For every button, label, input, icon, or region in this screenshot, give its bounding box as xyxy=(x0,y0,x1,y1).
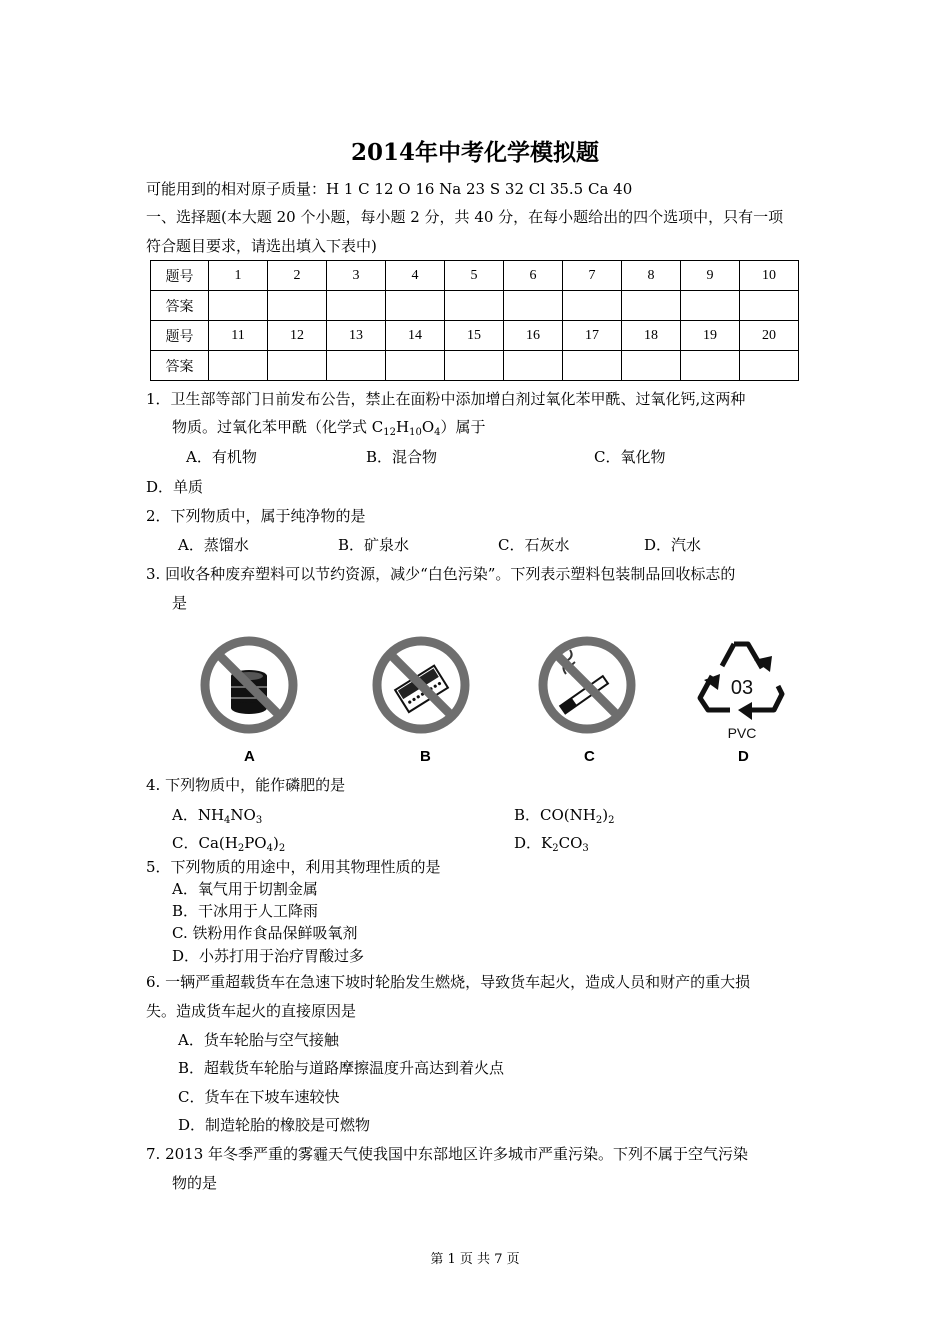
q6-option-d[interactable]: D．制造轮胎的橡胶是可燃物 xyxy=(178,1116,371,1134)
q6-option-b[interactable]: B．超载货车轮胎与道路摩擦温度升高达到着火点 xyxy=(178,1059,505,1077)
table-cell: 8 xyxy=(622,261,681,291)
q7-stem-line2: 物的是 xyxy=(172,1174,218,1192)
table-cell: 15 xyxy=(445,321,504,351)
table-label: 题号 xyxy=(151,261,209,291)
table-cell: 12 xyxy=(268,321,327,351)
q5-option-d[interactable]: D．小苏打用于治疗胃酸过多 xyxy=(172,947,365,965)
q1-option-a[interactable]: A．有机物 xyxy=(186,448,257,466)
answer-cell[interactable] xyxy=(563,351,622,381)
answer-cell[interactable] xyxy=(563,291,622,321)
q5-option-c[interactable]: C. 铁粉用作食品保鲜吸氧剂 xyxy=(172,924,358,942)
q1-option-d[interactable]: D．单质 xyxy=(146,478,204,496)
table-cell: 1 xyxy=(209,261,268,291)
q2-option-d[interactable]: D．汽水 xyxy=(644,536,702,554)
table-row xyxy=(151,351,799,381)
q4-option-d[interactable]: D．$K_2CO_3$ xyxy=(514,834,589,854)
q1-stem-line2: 物质。过氧化苯甲酰（化学式 $C_{12}H_{10}O_4$）属于 xyxy=(172,418,486,438)
table-cell: 2 xyxy=(268,261,327,291)
table-label: 答案 xyxy=(151,291,209,321)
section-heading-line1: 一、选择题(本大题 20 个小题，每小题 2 分，共 40 分，在每小题给出的四个选项中，只有一项 xyxy=(146,208,784,226)
answer-cell[interactable] xyxy=(445,351,504,381)
q5-stem: 5．下列物质的用途中，利用其物理性质的是 xyxy=(146,858,441,876)
table-cell: 7 xyxy=(563,261,622,291)
answer-cell[interactable] xyxy=(209,351,268,381)
table-cell: 10 xyxy=(740,261,799,291)
q6-option-a[interactable]: A．货车轮胎与空气接触 xyxy=(178,1031,339,1049)
q6-stem-line1: 6. 一辆严重超载货车在急速下坡时轮胎发生燃烧，导致货车起火，造成人员和财产的重大损 xyxy=(146,973,751,991)
page-title: 2014年中考化学模拟题 xyxy=(350,139,599,166)
answer-cell[interactable] xyxy=(681,351,740,381)
table-cell: 6 xyxy=(504,261,563,291)
table-cell: 11 xyxy=(209,321,268,351)
answer-cell[interactable] xyxy=(740,351,799,381)
q3-label-d: D xyxy=(738,748,749,765)
table-row xyxy=(151,321,799,351)
recycle-name: PVC xyxy=(727,725,757,741)
pvc-recycle-icon[interactable] xyxy=(690,630,794,746)
q3-stem-line2: 是 xyxy=(172,594,188,612)
answer-cell[interactable] xyxy=(209,291,268,321)
table-label: 题号 xyxy=(151,321,209,351)
table-cell: 13 xyxy=(327,321,386,351)
q2-stem: 2．下列物质中，属于纯净物的是 xyxy=(146,507,366,525)
answer-cell[interactable] xyxy=(327,291,386,321)
atomic-masses: 可能用到的相对原子质量：H 1 C 12 O 16 Na 23 S 32 Cl 35.5 Ca 40 xyxy=(146,180,633,198)
no-matches-icon[interactable] xyxy=(370,634,472,736)
no-smoking-icon[interactable] xyxy=(536,634,638,736)
q3-label-a: A xyxy=(244,748,255,765)
page-footer: 第 1 页 共 7 页 xyxy=(430,1252,520,1267)
answer-table xyxy=(150,260,799,381)
table-cell: 20 xyxy=(740,321,799,351)
q1-option-b[interactable]: B．混合物 xyxy=(366,448,438,466)
answer-cell[interactable] xyxy=(268,291,327,321)
table-label: 答案 xyxy=(151,351,209,381)
answer-cell[interactable] xyxy=(740,291,799,321)
q1-stem-line1: 1．卫生部等部门日前发布公告，禁止在面粉中添加增白剂过氧化苯甲酰、过氧化钙,这两种 xyxy=(146,390,746,408)
q5-option-a[interactable]: A．氧气用于切割金属 xyxy=(172,880,318,898)
q3-label-c: C xyxy=(584,748,595,765)
q6-option-c[interactable]: C．货车在下坡车速较快 xyxy=(178,1088,340,1106)
q4-option-c[interactable]: C．$Ca(H_2PO_4)_2$ xyxy=(172,834,286,854)
q7-stem-line1: 7. 2013 年冬季严重的雾霾天气使我国中东部地区许多城市严重污染。下列不属于空气污染 xyxy=(146,1145,749,1163)
table-cell: 3 xyxy=(327,261,386,291)
table-cell: 19 xyxy=(681,321,740,351)
table-row xyxy=(151,261,799,291)
q2-option-a[interactable]: A．蒸馏水 xyxy=(178,536,249,554)
q4-stem: 4. 下列物质中，能作磷肥的是 xyxy=(146,776,346,794)
recycle-code: 03 xyxy=(730,677,754,699)
table-cell: 14 xyxy=(386,321,445,351)
answer-cell[interactable] xyxy=(386,291,445,321)
answer-cell[interactable] xyxy=(504,351,563,381)
q5-option-b[interactable]: B．干冰用于人工降雨 xyxy=(172,902,319,920)
section-heading-line2: 符合题目要求，请选出填入下表中) xyxy=(146,237,377,255)
q6-stem-line2: 失。造成货车起火的直接原因是 xyxy=(146,1002,357,1020)
answer-cell[interactable] xyxy=(327,351,386,381)
q2-option-c[interactable]: C．石灰水 xyxy=(498,536,570,554)
q2-option-b[interactable]: B．矿泉水 xyxy=(338,536,410,554)
table-row xyxy=(151,291,799,321)
answer-cell[interactable] xyxy=(268,351,327,381)
table-cell: 4 xyxy=(386,261,445,291)
answer-cell[interactable] xyxy=(622,351,681,381)
q1-option-c[interactable]: C．氧化物 xyxy=(594,448,666,466)
q3-stem-line1: 3. 回收各种废弃塑料可以节约资源，减少“白色污染”。下列表示塑料包装制品回收标志的 xyxy=(146,565,736,583)
no-oil-drum-icon[interactable] xyxy=(198,634,300,736)
q4-option-b[interactable]: B．$CO(NH_2)_2$ xyxy=(514,806,615,826)
table-cell: 17 xyxy=(563,321,622,351)
table-cell: 18 xyxy=(622,321,681,351)
table-cell: 5 xyxy=(445,261,504,291)
q3-label-b: B xyxy=(420,748,431,765)
answer-cell[interactable] xyxy=(622,291,681,321)
table-cell: 9 xyxy=(681,261,740,291)
answer-cell[interactable] xyxy=(504,291,563,321)
table-cell: 16 xyxy=(504,321,563,351)
answer-cell[interactable] xyxy=(386,351,445,381)
answer-cell[interactable] xyxy=(445,291,504,321)
q4-option-a[interactable]: A．$NH_4NO_3$ xyxy=(172,806,263,826)
answer-cell[interactable] xyxy=(681,291,740,321)
